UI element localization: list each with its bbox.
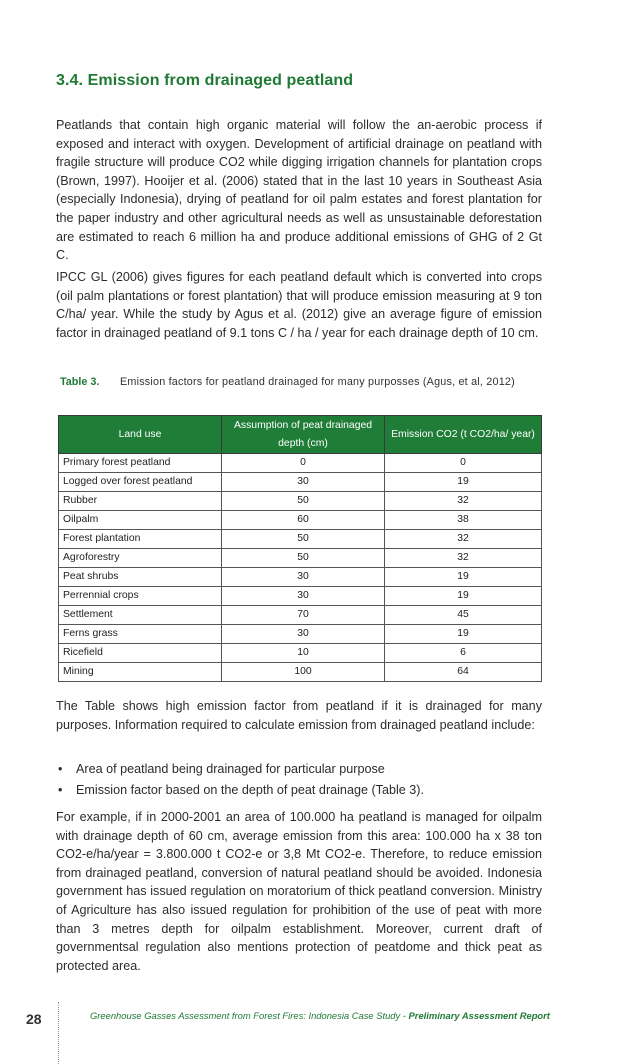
emission-factors-table xyxy=(58,415,542,682)
table-row xyxy=(59,530,542,549)
cell-land-use: Forest plantation xyxy=(59,530,222,549)
cell-emission: 32 xyxy=(385,530,542,549)
cell-land-use: Oilpalm xyxy=(59,511,222,530)
cell-land-use: Perrennial crops xyxy=(59,587,222,606)
cell-land-use: Rubber xyxy=(59,492,222,511)
required-info-list xyxy=(56,759,542,801)
list-item xyxy=(56,759,542,780)
cell-land-use: Ricefield xyxy=(59,644,222,663)
footer-divider xyxy=(58,1002,60,1064)
footer-title-text: Greenhouse Gasses Assessment from Forest Fires: Indonesia Case Study - xyxy=(90,1010,409,1021)
footer-running-title xyxy=(90,1010,550,1021)
table-row xyxy=(59,625,542,644)
cell-drainage-depth: 50 xyxy=(222,530,385,549)
page-number: 28 xyxy=(26,1011,42,1027)
cell-drainage-depth: 30 xyxy=(222,568,385,587)
list-item xyxy=(56,780,542,801)
cell-emission: 19 xyxy=(385,473,542,492)
bullet-marker: • xyxy=(58,762,63,776)
cell-land-use: Primary forest peatland xyxy=(59,454,222,473)
table-caption-text: Emission factors for peatland drainaged for many purposses (Agus, et al, 2012) xyxy=(120,376,515,388)
cell-land-use: Ferns grass xyxy=(59,625,222,644)
cell-emission: 32 xyxy=(385,549,542,568)
cell-drainage-depth: 50 xyxy=(222,492,385,511)
cell-drainage-depth: 30 xyxy=(222,473,385,492)
paragraph-peatland-process: Peatlands that contain high organic material will follow the an-aerobic process if exposed and interact with oxygen. Development of artificial drainage on peatland with fragile structure will produce CO2 while digging irrigation channels for plantation crops (Brown, 1997). Hooijer et al. (2006) stated that in the last 10 years in Southeast Asia (especially Indonesia), drying of peatland for oil palm estates and forest plantation for the paper industry and other agricultural needs as well as unsustainable deforestation are estimated to reach 6 million ha and produce additional emissions of GHG of 2 Gt C. xyxy=(56,118,542,263)
header-drainage-depth: Assumption of peat drainaged depth (cm) xyxy=(222,416,385,454)
table-row xyxy=(59,606,542,625)
bullet-marker: • xyxy=(58,783,63,797)
cell-drainage-depth: 100 xyxy=(222,663,385,682)
cell-drainage-depth: 60 xyxy=(222,511,385,530)
table-row xyxy=(59,473,542,492)
cell-drainage-depth: 30 xyxy=(222,625,385,644)
table-row xyxy=(59,454,542,473)
paragraph-example-calculation: For example, if in 2000-2001 an area of 100.000 ha peatland is managed for oilpalm with drainage depth of 60 cm, average emission from this area: 100.000 ha x 38 ton CO2-e/ha/year = 3.800.000 t CO2-e or 3,8 Mt CO2-e. Therefore, to reduce emission from drainaged peatland, conversion of natural peatland should be avoided. Indonesia government has issued regulation on moratorium of thick peatland conversion. Ministry of Agriculture has also issued regulation for prohibition of the use of peat with more than 3 metres depth for oilpalm establishment. Moreover, current draft of governmentsal regulation also mentions protection of peatdome and thick peat as protected area. xyxy=(56,810,542,973)
cell-emission: 64 xyxy=(385,663,542,682)
cell-emission: 6 xyxy=(385,644,542,663)
cell-emission: 19 xyxy=(385,625,542,644)
cell-land-use: Peat shrubs xyxy=(59,568,222,587)
table-row xyxy=(59,511,542,530)
cell-land-use: Agroforestry xyxy=(59,549,222,568)
table-header-row xyxy=(59,416,542,454)
cell-drainage-depth: 10 xyxy=(222,644,385,663)
list-item-text: Emission factor based on the depth of peat drainage (Table 3). xyxy=(76,783,424,797)
cell-emission: 45 xyxy=(385,606,542,625)
cell-emission: 19 xyxy=(385,568,542,587)
table-body xyxy=(59,454,542,682)
cell-land-use: Mining xyxy=(59,663,222,682)
cell-drainage-depth: 30 xyxy=(222,587,385,606)
cell-drainage-depth: 0 xyxy=(222,454,385,473)
table-row xyxy=(59,492,542,511)
paragraph-table-summary: The Table shows high emission factor from peatland if it is drainaged for many purposes. Information required to calculate emission from drainaged peatland include: xyxy=(56,699,542,732)
header-emission: Emission CO2 (t CO2/ha/ year) xyxy=(385,416,542,454)
paragraph-ipcc-guidelines: IPCC GL (2006) gives figures for each peatland default which is converted into crops (oil palm plantations or forest plantation) that will produce emission measuring at 9 ton C/ha/ year. While the study by Agus et al. (2012) give an average figure of emission factor in drainaged peatland of 9.1 tons C / ha / year for each drainage depth of 10 cm. xyxy=(56,270,542,340)
cell-emission: 32 xyxy=(385,492,542,511)
list-item-text: Area of peatland being drainaged for particular purpose xyxy=(76,762,385,776)
header-land-use: Land use xyxy=(59,416,222,454)
table-row xyxy=(59,549,542,568)
cell-emission: 38 xyxy=(385,511,542,530)
table-caption xyxy=(60,372,542,392)
table-row xyxy=(59,568,542,587)
cell-land-use: Logged over forest peatland xyxy=(59,473,222,492)
cell-emission: 19 xyxy=(385,587,542,606)
table-caption-label: Table 3. xyxy=(60,376,100,388)
cell-drainage-depth: 50 xyxy=(222,549,385,568)
table-row xyxy=(59,587,542,606)
cell-emission: 0 xyxy=(385,454,542,473)
table-row xyxy=(59,644,542,663)
table-row xyxy=(59,663,542,682)
cell-land-use: Settlement xyxy=(59,606,222,625)
section-title: 3.4. Emission from drainaged peatland xyxy=(56,72,354,89)
cell-drainage-depth: 70 xyxy=(222,606,385,625)
footer-report-type: Preliminary Assessment Report xyxy=(408,1010,550,1021)
